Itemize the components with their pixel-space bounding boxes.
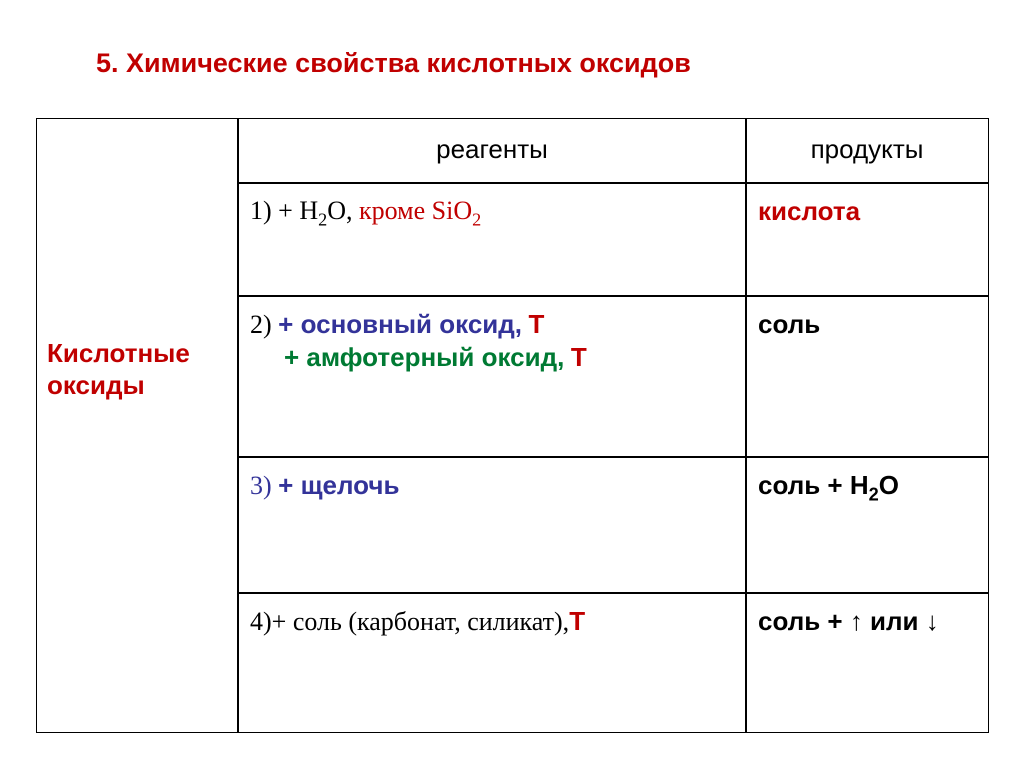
reagent-exception-text: кроме SiO [359, 196, 473, 225]
reagent-line-1 [250, 308, 734, 341]
subscript: 2 [868, 484, 879, 505]
reagent-text: O, [327, 196, 353, 225]
product-cell-2: соль [745, 295, 989, 458]
reagent-cell-1 [237, 182, 747, 297]
product-cell-3 [745, 456, 989, 594]
temperature-mark: Т [570, 342, 587, 372]
column-header-products: продукты [745, 118, 989, 184]
row-number: 4) [250, 607, 272, 636]
product-text: соль + H [758, 470, 869, 500]
reagent-exception [359, 196, 482, 230]
row-number: 2) [250, 310, 272, 339]
temperature-mark: Т [528, 309, 545, 339]
reagent-text: + соль (карбонат, силикат), [271, 607, 570, 636]
subscript: 2 [318, 209, 328, 230]
row-header-cell [36, 118, 239, 733]
reagent-text: + щелочь [278, 470, 400, 500]
reagent-line-2 [250, 341, 734, 374]
reagent-text: + основный оксид, [278, 309, 522, 339]
product-cell-4: соль + ↑ или ↓ [745, 592, 989, 733]
product-text: O [878, 470, 899, 500]
reagent-text: + амфотерный оксид, [284, 342, 565, 372]
column-header-reagents: реагенты [237, 118, 747, 184]
row-header-label: Кислотные оксиды [47, 338, 190, 400]
reagent-cell-2 [237, 295, 747, 458]
row-number: 3) [250, 471, 272, 500]
temperature-mark: Т [569, 606, 586, 636]
page-title: 5. Химические свойства кислотных оксидов [96, 48, 691, 78]
row-number: 1) [250, 196, 272, 225]
reagent-cell-3 [237, 456, 747, 594]
subscript: 2 [472, 209, 482, 230]
reagent-cell-4 [237, 592, 747, 733]
product-cell-1: кислота [745, 182, 989, 297]
reagent-text: + H [278, 196, 319, 225]
properties-table [36, 118, 989, 733]
